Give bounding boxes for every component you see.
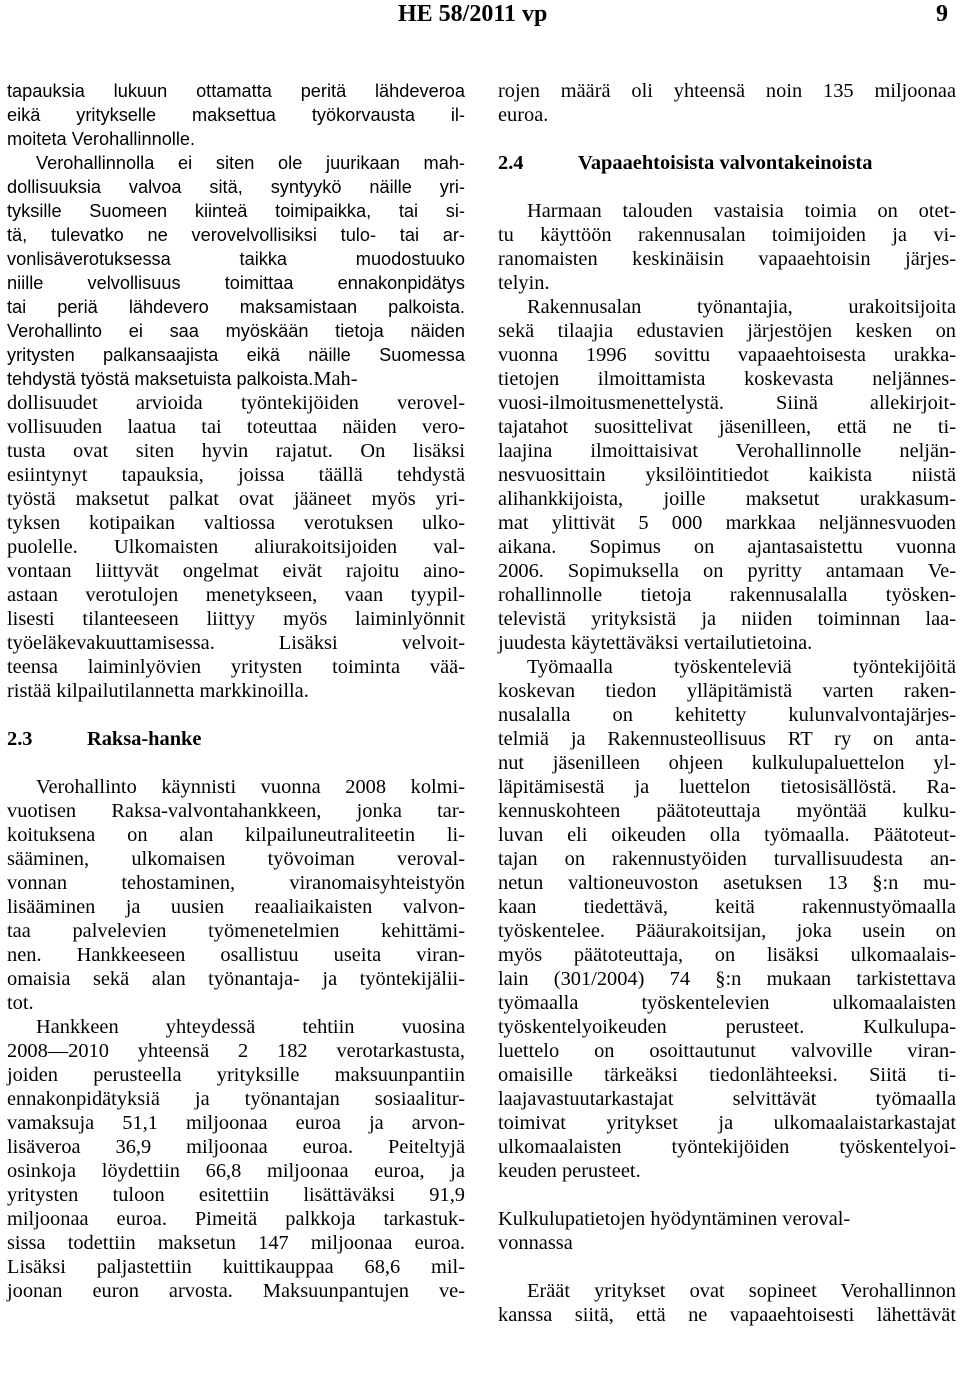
text-line: alihankkijoista, joille maksetut urakkasum- — [498, 488, 956, 510]
text-line: Verohallinnolla ei siten ole juurikaan mah- — [36, 153, 465, 173]
text-line: nusalalla on kehitetty kulunvalvontajärjes- — [498, 704, 956, 726]
text-line: läpitämisestä ja luettelon tietosisällöstä. Ra- — [498, 776, 956, 798]
text-line: lisääminen ja uusien reaaliaikaisten valvon- — [7, 896, 465, 918]
text-line: Mah- — [313, 368, 358, 390]
page-number: 9 — [936, 1, 948, 27]
text-line: lisäveroa 36,9 miljoonaa euroa. Peiteltyjä — [7, 1136, 465, 1158]
spacer — [498, 1255, 956, 1279]
subheading-line: Kulkulupatietojen hyödyntäminen veroval- — [498, 1208, 851, 1230]
text-line: nut jäsenilleen ohjeen kulkulupaluettelon yl- — [498, 752, 956, 774]
text-line: joonan euron arvosta. Maksuunpantujen ve- — [7, 1280, 465, 1302]
text-line: tai periä lähdevero maksamistaan palkoista. — [7, 297, 465, 317]
section-heading-2-3 — [7, 727, 465, 751]
paragraph-rakennusalan — [498, 295, 956, 655]
text-line: kennuskohteen päätoteuttaja myöntää kulku- — [498, 800, 956, 822]
text-line: toimivat yritykset ja ulkomaalaistarkastajat — [498, 1112, 956, 1134]
paragraph-tyomaalla — [498, 655, 956, 1183]
subheading-kulkulupatietojen — [498, 1207, 956, 1255]
text-line: omaisia sekä alan työnantaja- ja työntekijälii- — [7, 968, 465, 990]
text-line: Verohallinto ei saa myöskään tietoja näiden — [7, 321, 465, 341]
text-line: telmiä ja Rakennusteollisuus RT ry on anta- — [498, 728, 956, 750]
paragraph-raksa — [7, 775, 465, 1015]
text-line: ulkomaalaisten työntekijöiden työskentelyoi- — [498, 1136, 956, 1158]
text-line: työeläkevakuuttamisessa. Lisäksi velvoit- — [7, 632, 465, 654]
left-column — [7, 79, 465, 1303]
paragraph-continuation — [498, 79, 956, 127]
text-line: telyin. — [498, 272, 550, 294]
text-line: vollisuuden laatua tai toteuttaa näiden vero- — [7, 416, 465, 438]
paragraph-harmaan — [498, 199, 956, 295]
text-line: miljoonaa euroa. Pimeitä palkkoja tarkastuk- — [7, 1208, 465, 1230]
text-line: vuotisen Raksa-valvontahankkeen, jonka tar- — [7, 800, 465, 822]
text-line: juudesta käytettäväksi vertailutietoina. — [498, 632, 813, 654]
text-line: Työmaalla työskenteleviä työntekijöitä — [527, 656, 956, 678]
text-line: sissa todettiin maksetun 147 miljoonaa euroa. — [7, 1232, 465, 1254]
text-line: tapauksia lukuun ottamatta peritä lähdeveroa — [7, 81, 465, 101]
paragraph-hankkeen — [7, 1015, 465, 1303]
text-line: tot. — [7, 992, 34, 1014]
section-number: 2.3 — [7, 728, 33, 750]
text-line: rojen määrä oli yhteensä noin 135 miljoonaa — [498, 80, 956, 102]
text-line: televistä yrityksistä ja niiden toiminnan laa- — [498, 608, 956, 630]
text-line: työskentelyoikeuden perusteet. Kulkulupa- — [498, 1016, 956, 1038]
text-line: yritysten tuloon esitettiin lisättäväksi 91,9 — [7, 1184, 465, 1206]
subheading-line: vonnassa — [498, 1232, 573, 1254]
section-heading-2-4 — [498, 151, 956, 175]
text-line: yritysten palkansaajista eikä näille Suomessa — [7, 345, 465, 365]
text-line: dollisuuksia valvoa sitä, syntyykö näille yri- — [7, 177, 465, 197]
text-line: tu käyttöön rakennusalan toimijoiden ja vi- — [498, 224, 956, 246]
text-line: Harmaan talouden vastaisia toimia on otet- — [527, 200, 956, 222]
paragraph-verohallinnolla — [7, 151, 465, 391]
text-line: 2006. Sopimuksella on pyritty antamaan Ve- — [498, 560, 956, 582]
text-line: tajatahot suosittelivat jäsenilleen, että ne ti- — [498, 416, 956, 438]
text-line: taa palvelevien työmenetelmien kehittämi- — [7, 920, 465, 942]
text-line: luettelo on osoittautunut valvoville viran- — [498, 1040, 956, 1062]
text-line: sekä tilaajia edustavien järjestöjen kesken on — [498, 320, 956, 342]
text-line: tyksille Suomeen kiinteä toimipaikka, tai si- — [7, 201, 465, 221]
text-line: tusta ovat siten hyvin rajatut. On lisäksi — [7, 440, 465, 462]
text-line: eikä yritykselle maksettua työkorvausta il- — [7, 105, 465, 125]
text-line: keuden perusteet. — [498, 1160, 641, 1182]
text-line: työmaalla työskentelevien ulkomaalaisten — [498, 992, 956, 1014]
text-line: mat ylittivät 5 000 markkaa neljännesvuoden — [498, 512, 956, 534]
text-line: vuosi-ilmoitusmenettelystä. Siinä allekirjoit- — [498, 392, 956, 414]
text-line: astaan verotulojen menetykseen, vaan tyypil- — [7, 584, 465, 606]
text-line: 2008—2010 yhteensä 2 182 verotarkastusta, — [7, 1040, 465, 1062]
text-line: tä, tulevatko ne verovelvollisiksi tulo- tai ar- — [7, 225, 465, 245]
text-line: ranomaisten keskinäisin vapaaehtoisin järjes- — [498, 248, 956, 270]
paragraph-mahdollisuudet — [7, 391, 465, 703]
text-line: nen. Hankkeeseen osallistuu useita viran- — [7, 944, 465, 966]
text-line: Hankkeen yhteydessä tehtiin vuosina — [36, 1016, 465, 1038]
text-line: niille velvollisuus toimittaa ennakonpidätys — [7, 273, 465, 293]
text-line: Verohallinto käynnisti vuonna 2008 kolmi- — [36, 776, 465, 798]
paragraph-intro — [7, 79, 465, 151]
text-line: vontaan liittyvät ongelmat eivät rajoitu aino- — [7, 560, 465, 582]
text-line: netun valtioneuvoston asetuksen 13 §:n mu- — [498, 872, 956, 894]
text-line: koskevan tiedon ylläpitämistä varten raken- — [498, 680, 956, 702]
section-title: Raksa-hanke — [87, 728, 202, 750]
text-line: nesvuosittain yksilöintitiedot kaikista niistä — [498, 464, 956, 486]
text-line: tyksen kotipaikan valtiossa verotuksen ulko- — [7, 512, 465, 534]
text-line: Eräät yritykset ovat sopineet Verohallinnon — [527, 1280, 956, 1302]
text-line: laajavastuutarkastajat selvittävät työmaalla — [498, 1088, 956, 1110]
text-line: vuonna 1996 sovittu vapaaehtoisesta urakka- — [498, 344, 956, 366]
document-id: HE 58/2011 vp — [398, 1, 548, 27]
text-line: omaisille tärkeäksi tiedonlähteeksi. Siitä ti- — [498, 1064, 956, 1086]
text-line: teensa laiminlyövien yritysten toiminta vää- — [7, 656, 465, 678]
text-line: osinkoja löydettiin 66,8 miljoonaa euroa, ja — [7, 1160, 465, 1182]
text-line: joiden perusteella yrityksille maksuunpantiin — [7, 1064, 465, 1086]
text-line: Lisäksi paljastettiin kuittikauppaa 68,6 mil- — [7, 1256, 465, 1278]
text-line: euroa. — [498, 104, 549, 126]
text-line: tajan on rakennustyöiden turvallisuudesta an- — [498, 848, 956, 870]
text-line: aikana. Sopimus on ajantasaistettu vuonna — [498, 536, 956, 558]
text-line: työstä maksetut palkat ovat jääneet myös yri- — [7, 488, 465, 510]
text-line: laajina ilmoittaisivat Verohallinnolle neljän- — [498, 440, 956, 462]
text-line: esiintynyt tapauksia, joissa täällä tehdystä — [7, 464, 465, 486]
text-line: ristää kilpailutilannetta markkinoilla. — [7, 680, 309, 702]
text-line: vamaksuja 51,1 miljoonaa euroa ja arvon- — [7, 1112, 465, 1134]
text-line: tehdystä työstä maksetuista palkoista. — [7, 369, 314, 389]
text-line: moiteta Verohallinnolle. — [7, 129, 196, 149]
text-line: koituksena on alan kilpailuneutraliteetin li- — [7, 824, 465, 846]
paragraph-eraat — [498, 1279, 956, 1327]
text-line: Rakennusalan työnantajia, urakoitsijoita — [527, 296, 956, 318]
text-line: tietojen ilmoittamista koskevasta neljännes- — [498, 368, 956, 390]
text-line: lisesti tilanteeseen liittyy myös laiminlyönnit — [7, 608, 465, 630]
text-line: dollisuudet arvioida työntekijöiden verovel- — [7, 392, 465, 414]
text-line: vonlisäverotuksessa taikka muodostuuko — [7, 249, 465, 269]
section-title: Vapaaehtoisista valvontakeinoista — [578, 152, 873, 174]
text-line: kanssa siitä, että ne vapaaehtoisesti lähettävät — [498, 1304, 956, 1326]
right-column — [498, 79, 956, 1327]
text-line: luvan eli oikeuden olla työmaalla. Päätoteut- — [498, 824, 956, 846]
text-line: vonnan tehostaminen, viranomaisyhteistyön — [7, 872, 465, 894]
text-line: ennakonpidätyksiä ja työnantajan sosiaalitur- — [7, 1088, 465, 1110]
text-line: lain (301/2004) 74 §:n mukaan tarkistettava — [498, 968, 956, 990]
text-line: puolelle. Ulkomaisten aliurakoitsijoiden val- — [7, 536, 465, 558]
text-line: työskentelee. Pääurakoitsijan, joka usein on — [498, 920, 956, 942]
text-line: sääminen, ulkomaisen työvoiman veroval- — [7, 848, 465, 870]
text-line: rohallinnolle tietoja rakennusalalla työsken- — [498, 584, 956, 606]
spacer — [498, 1183, 956, 1207]
page-header — [0, 0, 960, 40]
text-line: myös päätoteuttaja, on lisäksi ulkomaalais- — [498, 944, 956, 966]
text-line: kaan tiedettävä, keitä rakennustyömaalla — [498, 896, 956, 918]
section-number: 2.4 — [498, 152, 524, 174]
